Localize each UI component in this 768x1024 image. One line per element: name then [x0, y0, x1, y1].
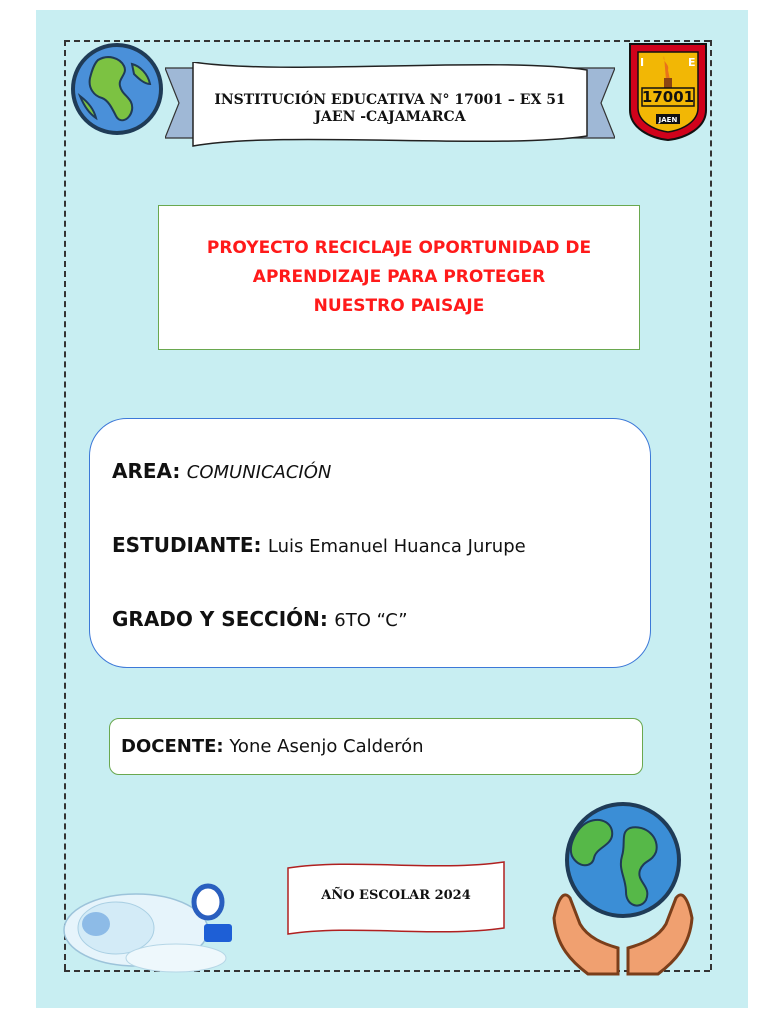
institution-line-1: INSTITUCIÓN EDUCATIVA N° 17001 – EX 51: [214, 92, 566, 108]
student-value: Luis Emanuel Huanca Jurupe: [267, 536, 526, 557]
crest-letter-left: I: [640, 56, 645, 69]
teacher-row: [121, 736, 424, 757]
crest-city: JAEN: [658, 116, 678, 124]
area-value: COMUNICACIÓN: [186, 462, 332, 483]
student-label: ESTUDIANTE:: [112, 533, 262, 557]
project-title: [169, 234, 629, 321]
hands-globe-icon: [548, 798, 698, 978]
project-title-line-1: PROYECTO RECICLAJE OPORTUNIDAD DE: [206, 238, 592, 258]
grade-value: 6TO “C”: [334, 610, 408, 631]
school-crest-logo: [626, 40, 710, 142]
plastic-bottle-illustration: [56, 868, 256, 978]
teacher-value: Yone Asenjo Calderón: [229, 736, 424, 757]
project-title-line-2: APRENDIZAJE PARA PROTEGER: [252, 267, 546, 287]
globe-icon: [68, 40, 166, 138]
grade-row: [112, 607, 408, 631]
teacher-box: [109, 718, 643, 775]
student-info-box: [89, 418, 651, 668]
institution-name: [190, 92, 590, 126]
area-label: AREA:: [112, 459, 181, 483]
grade-label: GRADO Y SECCIÓN:: [112, 607, 328, 631]
teacher-label: DOCENTE:: [121, 736, 224, 757]
institution-line-2: JAEN -CAJAMARCA: [314, 109, 466, 125]
project-title-line-3: NUESTRO PAISAJE: [313, 296, 485, 316]
school-year: AÑO ESCOLAR 2024: [321, 888, 471, 903]
crest-number: 17001: [641, 88, 695, 106]
student-row: [112, 533, 526, 557]
dashed-border-left: [64, 40, 66, 970]
area-row: [112, 459, 331, 483]
crest-letter-right: E: [688, 56, 696, 69]
project-title-box: [158, 205, 640, 350]
dashed-border-right: [710, 40, 712, 970]
